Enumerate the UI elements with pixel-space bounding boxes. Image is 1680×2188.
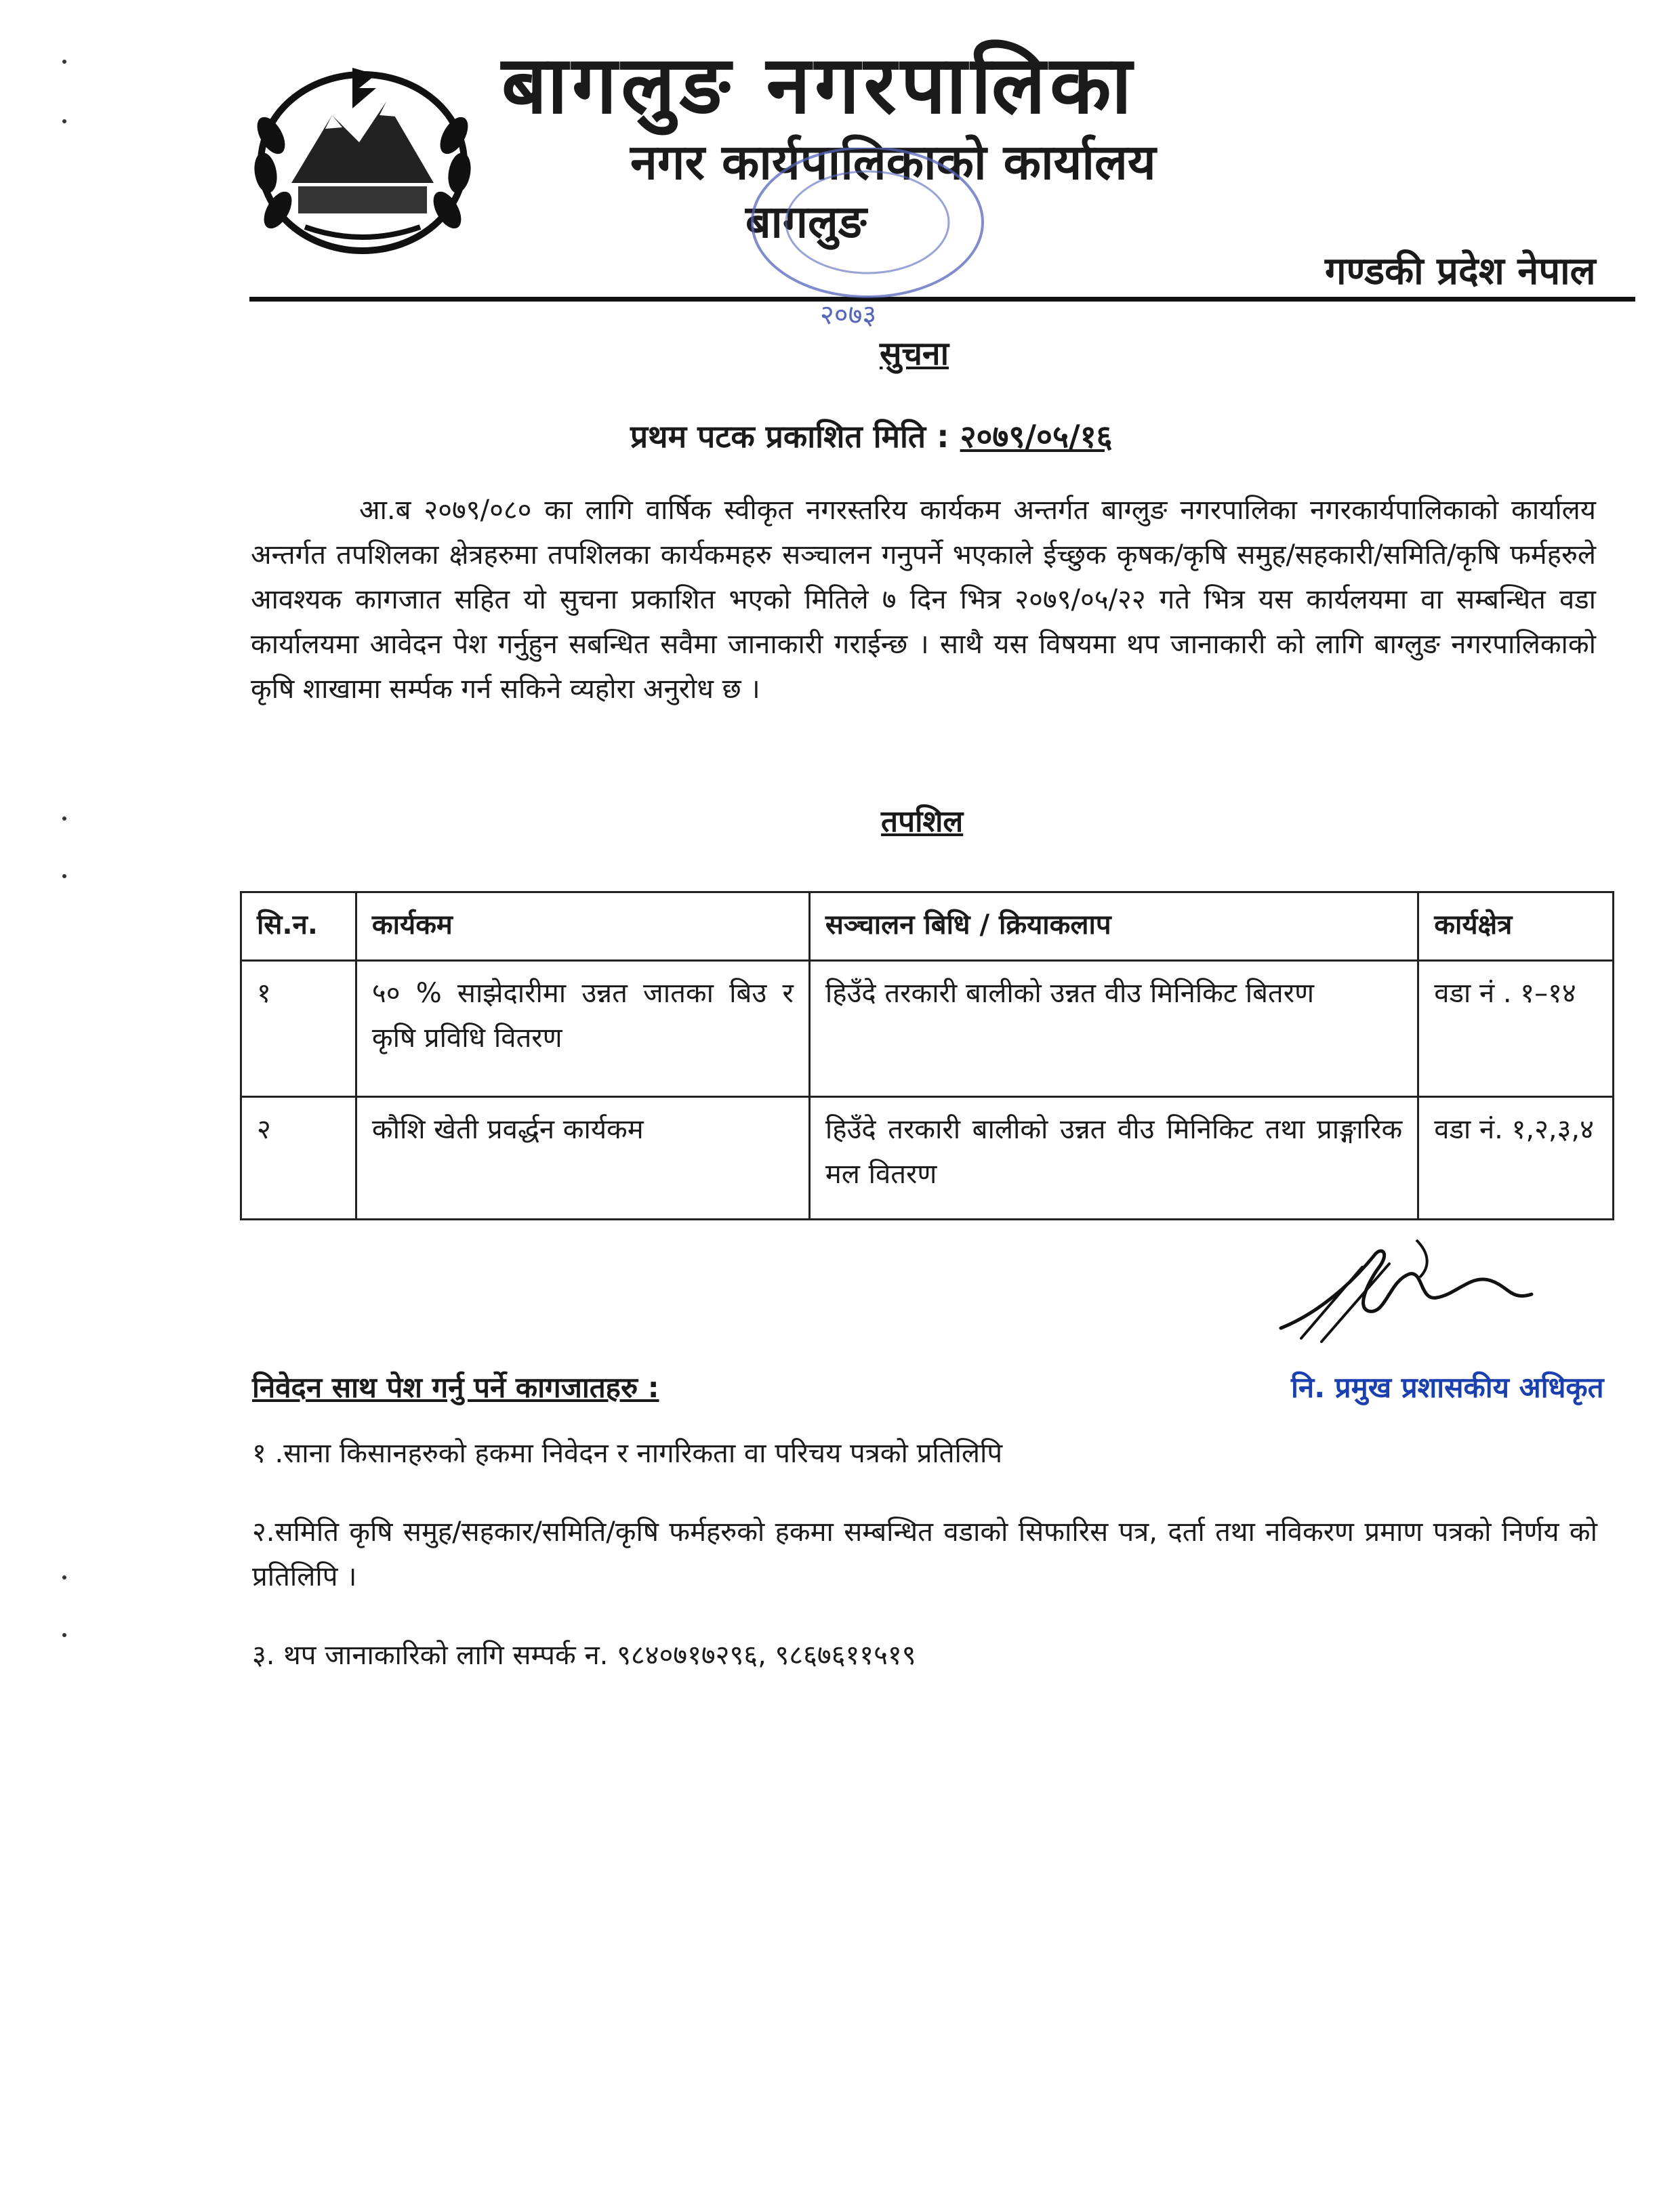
column-header: कार्यक्षेत्र xyxy=(1418,892,1614,961)
table-row xyxy=(241,961,1614,1097)
table-header-row xyxy=(241,892,1614,961)
nepal-emblem-icon xyxy=(251,54,474,257)
signature-image xyxy=(1274,1226,1559,1362)
province-name: गण्डकी प्रदेश नेपाल xyxy=(1325,249,1596,293)
stamp-year: २०७३ xyxy=(820,300,877,331)
column-header: सि.न. xyxy=(241,892,356,961)
column-header: सञ्चालन बिधि / क्रियाकलाप xyxy=(809,892,1418,961)
notice-title: सुचना xyxy=(880,335,949,373)
table-cell: १ xyxy=(241,961,356,1097)
document-item: १ .साना किसानहरुको हकमा निवेदन र नागरिकता वा परिचय पत्रको प्रतिलिपि xyxy=(252,1438,1003,1469)
scan-speck xyxy=(62,60,66,64)
document-item: २.समिति कृषि समुह/सहकार/समिति/कृषि फर्महरुको हकमा सम्बन्धित वडाको सिफारिस पत्र, दर्ता तथा नविकरण प्रमाण पत्रको निर्णय को प्रतिलिपि । xyxy=(252,1516,1597,1592)
table-cell: हिउँदे तरकारी बालीको उन्नत वीउ मिनिकिट तथा प्राङ्गारिक मल वितरण xyxy=(809,1097,1418,1220)
table-cell: कौशि खेती प्रवर्द्धन कार्यकम xyxy=(356,1097,809,1220)
published-date-label: प्रथम पटक प्रकाशित मिति : xyxy=(630,418,949,455)
scan-speck xyxy=(62,874,66,878)
notice-body: आ.ब २०७९/०८० का लागि वार्षिक स्वीकृत नगरस्तरिय कार्यकम अन्तर्गत बाग्लुङ नगरपालिका नगरकार्यपालिकाको कार्यालय अन्तर्गत तपशिलका क्षेत्रहरुमा तपशिलका कार्यकमहरु सञ्चालन गनुपर्ने भएकाले ईच्छुक कृषक/कृषि समुह/सहकारी/समिति/कृषि फर्महरुले आवश्यक कागजात सहित यो सुचना प्रकाशित भएको मितिले ७ दिन भित्र २०७९/०५/२२ गते भित्र यस कार्यलयमा वा सम्बन्धित वडा कार्यालयमा आवेदन पेश गर्नुहुन सबन्धित सवैमा जानाकारी गराईन्छ । साथै यस विषयमा थप जानाकारी को लागि बाग्लुङ नगरपालिकाको कृषि शाखामा सर्म्पक गर्न सकिने व्यहोरा अनुरोध छ । xyxy=(251,495,1596,705)
published-date-value: २०७९/०५/१६ xyxy=(960,418,1113,455)
table-cell: वडा नं . १–१४ xyxy=(1418,961,1614,1097)
details-table xyxy=(240,891,1614,1220)
table-row xyxy=(241,1097,1614,1220)
table-cell: २ xyxy=(241,1097,356,1220)
scan-speck xyxy=(62,1633,66,1637)
scan-speck xyxy=(62,119,66,123)
signer-designation: नि. प्रमुख प्रशासकीय अधिकृत xyxy=(1291,1371,1604,1404)
details-title: तपशिल xyxy=(881,804,964,839)
required-documents-title: निवेदन साथ पेश गर्नु पर्ने कागजातहरु : xyxy=(252,1371,659,1404)
table-cell: ५० % साझेदारीमा उन्नत जातका बिउ र कृषि प्रविधि वितरण xyxy=(356,961,809,1097)
municipality-name: बागलुङ नगरपालिका xyxy=(501,38,1136,131)
table-cell: हिउँदे तरकारी बालीको उन्नत वीउ मिनिकिट बितरण xyxy=(809,961,1418,1097)
published-date-line xyxy=(630,415,1113,457)
office-location: बागलुङ xyxy=(745,196,867,248)
scan-speck xyxy=(62,817,66,821)
table-cell: वडा नं. १,२,३,४ xyxy=(1418,1097,1614,1220)
document-item: ३. थप जानाकारिको लागि सम्पर्क न. ९८४०७१७२९६, ९८६७६११५१९ xyxy=(252,1640,916,1671)
scan-speck xyxy=(62,1575,66,1580)
office-seal-stamp xyxy=(732,148,1003,344)
office-name: नगर कार्यपालिकाको कार्यालय xyxy=(630,133,1156,190)
column-header: कार्यकम xyxy=(356,892,809,961)
